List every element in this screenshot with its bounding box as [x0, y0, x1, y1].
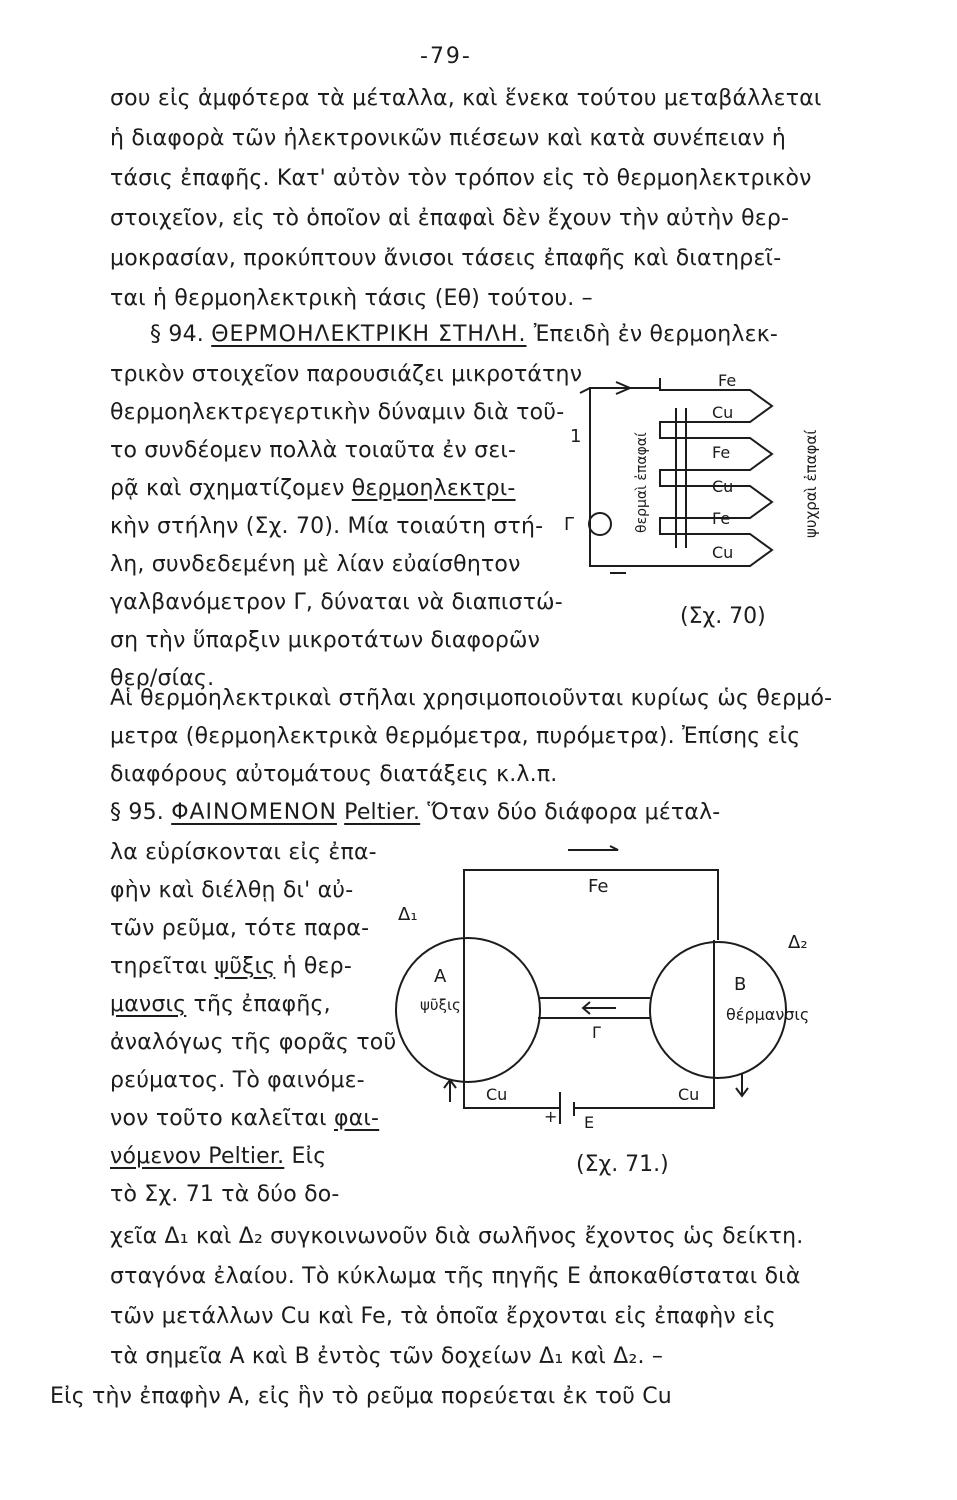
text-line: φὴν καὶ διέλθῃ δι' αὐ-: [110, 878, 354, 903]
text-span: Εἰς: [291, 1144, 327, 1169]
text-line: σταγόνα ἐλαίου. Τὸ κύκλωμα τῆς πηγῆς E ἀποκαθίσταται διὰ: [110, 1264, 801, 1289]
text-line: [110, 952, 352, 982]
fig70-metal-4: Fe: [712, 509, 731, 528]
underlined-term: μανσις: [110, 992, 187, 1017]
fig71-b: B: [734, 974, 747, 995]
fig70-metal-3: Cu: [712, 477, 734, 496]
text-line: τὰ σημεῖα A καὶ B ἐντὸς τῶν δοχείων Δ₁ καὶ Δ₂. –: [110, 1344, 664, 1369]
fig70-galvanometer: Γ: [564, 514, 575, 535]
text-line: μετρα (θερμοηλεκτρικὰ θερμόμετρα, πυρόμετρα). Ἐπίσης εἰς: [110, 724, 801, 749]
text-line: τῶν μετάλλων Cu καὶ Fe, τὰ ὁποῖα ἔρχονται εἰς ἐπαφὴν εἰς: [110, 1304, 776, 1329]
section-94-heading: [150, 320, 778, 350]
fig71-fe: Fe: [588, 876, 609, 897]
text-line: στοιχεῖον, εἰς τὸ ὁποῖον αἱ ἐπαφαὶ δὲν ἔχουν τὴν αὐτὴν θερ-: [110, 206, 790, 231]
text-span: τηρεῖται: [110, 954, 208, 979]
fig70-hot-label: θερμαὶ ἐπαφαί: [634, 432, 650, 533]
section-title: ΘΕΡΜΟΗΛΕΚΤΡΙΚΗ ΣΤΗΛΗ.: [211, 322, 527, 347]
section-title: ΦΑΙΝΟΜΕΝΟΝ: [171, 800, 337, 825]
text-line: [110, 1142, 326, 1172]
fig71-cu-right: Cu: [678, 1085, 700, 1104]
text-line: Εἰς τὴν ἐπαφὴν A, εἰς ἣν τὸ ρεῦμα πορεύεται ἐκ τοῦ Cu: [50, 1384, 672, 1409]
fig71-battery-e: E: [584, 1113, 595, 1132]
fig71-psyxis: ψῦξις: [420, 996, 461, 1014]
heading-line-rest: Ἐπειδὴ ἐν θερμοηλεκ-: [533, 322, 779, 347]
fig70-metal-1: Cu: [712, 403, 734, 422]
text-line: το συνδέομεν πολλὰ τοιαῦτα ἐν σει-: [110, 438, 517, 463]
text-line: κὴν στήλην (Σχ. 70). Μία τοιαύτη στή-: [110, 514, 544, 539]
underlined-term: ψῦξις: [214, 954, 276, 979]
section-number: § 95.: [110, 800, 164, 825]
section-95-heading: [110, 798, 720, 828]
text-line: [110, 1104, 379, 1134]
text-line: χεῖα Δ₁ καὶ Δ₂ συγκοινωνοῦν διὰ σωλῆνος ἔχοντος ὡς δείκτη.: [110, 1224, 804, 1249]
text-span: ἡ θερ-: [282, 954, 352, 979]
page-number: -79-: [420, 44, 472, 69]
fig70-metal-2: Fe: [712, 443, 731, 462]
fig70-current-mark: 1: [570, 426, 582, 447]
fig71-d1: Δ₁: [398, 904, 418, 925]
text-line: Αἱ θερμοηλεκτρικαὶ στῆλαι χρησιμοποιοῦνται κυρίως ὡς θερμό-: [110, 686, 833, 711]
underlined-term: φαι-: [333, 1106, 380, 1131]
text-line: τὸ Σχ. 71 τὰ δύο δο-: [110, 1182, 340, 1207]
figure-70-caption: (Σχ. 70): [680, 604, 766, 629]
underlined-term: θερμοηλεκτρι-: [351, 476, 516, 501]
heading-line-rest: Ὅταν δύο διάφορα μέταλ-: [427, 800, 721, 825]
text-line: γαλβανόμετρον Γ, δύναται νὰ διαπιστώ-: [110, 590, 563, 615]
text-line: τῶν ρεῦμα, τότε παρα-: [110, 916, 370, 941]
section-title-latin: Peltier.: [344, 800, 421, 825]
text-line: σου εἰς ἀμφότερα τὰ μέταλλα, καὶ ἕνεκα τούτου μεταβάλλεται: [110, 86, 822, 111]
text-line: τρικὸν στοιχεῖον παρουσιάζει μικροτάτην: [110, 362, 583, 387]
text-line: τάσις ἐπαφῆς. Κατ' αὐτὸν τὸν τρόπον εἰς τὸ θερμοηλεκτρικὸν: [110, 166, 812, 191]
text-line: διαφόρους αὐτομάτους διατάξεις κ.λ.π.: [110, 762, 558, 787]
text-line: λα εὑρίσκονται εἰς ἐπα-: [110, 840, 377, 865]
text-line: λη, συνδεδεμένη μὲ λίαν εὐαίσθητον: [110, 552, 521, 577]
fig71-d2: Δ₂: [788, 932, 808, 953]
fig70-metal-0: Fe: [718, 371, 737, 390]
fig71-a: A: [434, 966, 447, 987]
text-line: ἀναλόγως τῆς φορᾶς τοῦ: [110, 1030, 397, 1055]
figure-71-peltier: [378, 840, 848, 1140]
section-number: § 94.: [150, 322, 204, 347]
text-line: [110, 990, 331, 1020]
fig71-gamma: Γ: [592, 1023, 601, 1042]
text-span: νον τοῦτο καλεῖται: [110, 1106, 327, 1131]
text-line: ἡ διαφορὰ τῶν ἠλεκτρονικῶν πιέσεων καὶ κατὰ συνέπειαν ἡ: [110, 126, 787, 151]
fig71-battery-plus: +: [544, 1107, 558, 1126]
text-line: ρεύματος. Τὸ φαινόμε-: [110, 1068, 365, 1093]
text-line: ται ἡ θερμοηλεκτρικὴ τάσις (Eθ) τούτου. –: [110, 286, 593, 311]
text-line: ση τὴν ὕπαρξιν μικροτάτων διαφορῶν: [110, 628, 541, 653]
text-span: ρᾷ καὶ σχηματίζομεν: [110, 476, 345, 501]
text-span: τῆς ἐπαφῆς,: [193, 992, 331, 1017]
fig70-cold-label: ψυχραὶ ἐπαφαί: [802, 429, 820, 538]
fig71-cu-left: Cu: [486, 1085, 508, 1104]
fig70-metal-5: Cu: [712, 543, 734, 562]
figure-70-thermopile: [550, 368, 880, 618]
text-line: θερ/σίας.: [110, 666, 215, 691]
underlined-term: νόμενον Peltier.: [110, 1144, 285, 1169]
text-line: [110, 474, 516, 504]
fig71-thermansis: θέρμανσις: [726, 1005, 810, 1024]
text-line: θερμοηλεκτρεγερτικὴν δύναμιν διὰ τοῦ-: [110, 400, 565, 425]
figure-71-caption: (Σχ. 71.): [576, 1152, 669, 1177]
text-line: μοκρασίαν, προκύπτουν ἄνισοι τάσεις ἐπαφῆς καὶ διατηρεῖ-: [110, 246, 782, 271]
